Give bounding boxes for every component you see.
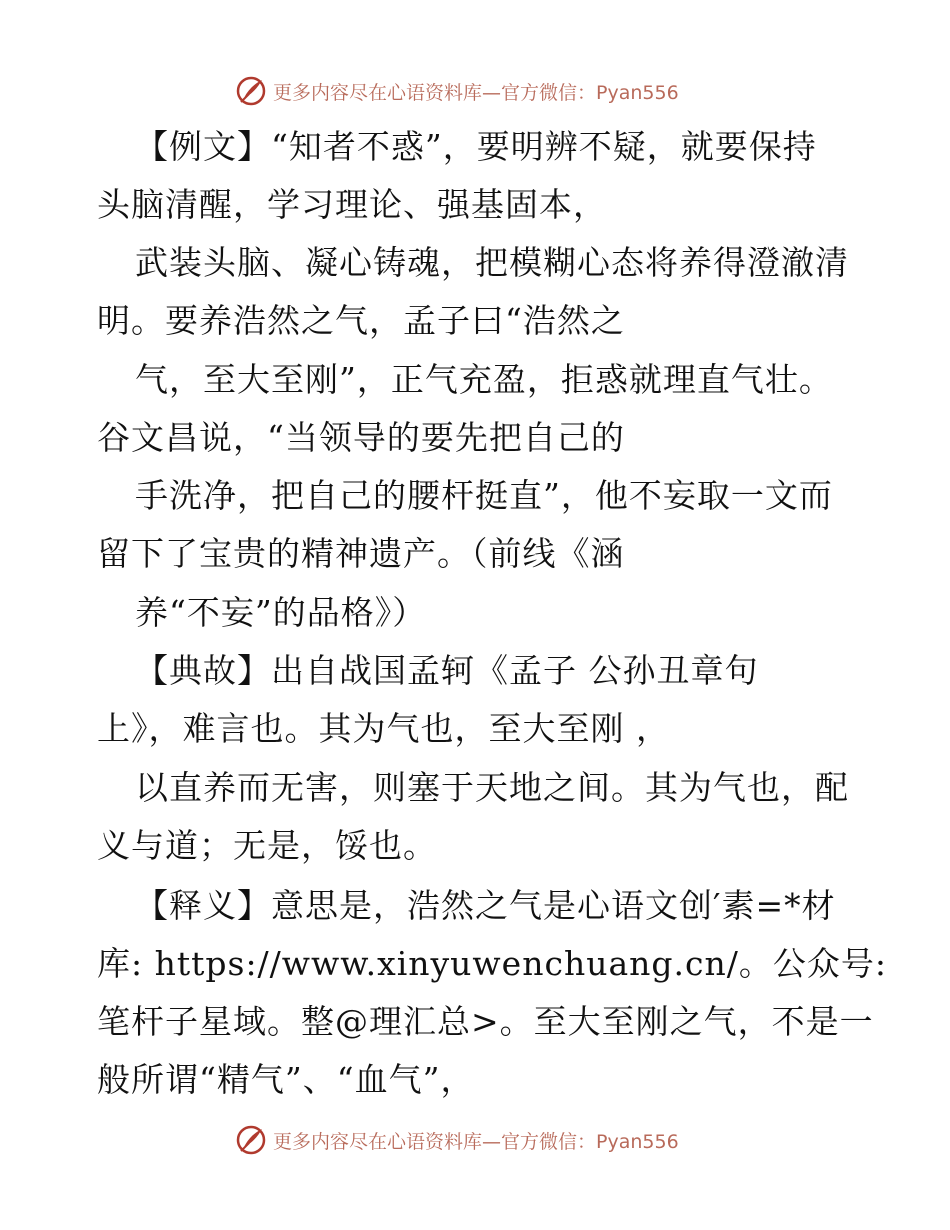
text-line: 以直养而无害，则塞于天地之间。其为气也，配	[135, 768, 849, 807]
text-line: 【例文】“知者不惑”，要明辨不疑，就要保持	[135, 127, 817, 166]
text-line: 笔杆子星域。整@理汇总>。至大至刚之气，不是一	[97, 1002, 874, 1041]
text-line: 义与道；无是，馁也。	[97, 826, 437, 865]
text-line: 库: https://www.xinyuwenchuang.cn/。公众号:	[97, 944, 887, 983]
text-line: 【典故】出自战国孟轲《孟子 公孙丑章句	[135, 651, 759, 690]
footer-watermark-text: 更多内容尽在心语资料库—官方微信：Pyan556	[273, 1130, 679, 1153]
text-line: 气，至大至刚”，正气充盈，拒惑就理直气壮。	[135, 360, 833, 399]
text-line: 养“不妄”的品格》）	[135, 593, 427, 632]
text-line: 头脑清醒，学习理论、强基固本，	[97, 185, 607, 224]
text-line: 上》，难言也。其为气也，至大至刚 ，	[97, 709, 670, 748]
text-line: 手洗净，把自己的腰杆挺直”，他不妄取一文而	[135, 476, 833, 515]
text-line: 明。要养浩然之气，孟子曰“浩然之	[97, 301, 625, 340]
text-line: 【释义】意思是，浩然之气是心语文创′素=*材	[135, 886, 836, 925]
text-line: 留下了宝贵的精神遗产。（前线《涵	[97, 534, 625, 573]
footer-watermark-banner	[235, 1122, 715, 1158]
header-watermark-banner	[235, 73, 715, 109]
header-watermark-text: 更多内容尽在心语资料库—官方微信：Pyan556	[273, 81, 679, 104]
text-line: 般所谓“精气”、“血气”，	[97, 1060, 475, 1099]
text-line: 谷文昌说，“当领导的要先把自己的	[97, 418, 625, 457]
text-line: 武装头脑、凝心铸魂，把模糊心态将养得澄澈清	[135, 243, 849, 282]
feather-circle-logo-icon	[235, 1124, 267, 1156]
feather-circle-logo-icon	[235, 75, 267, 107]
